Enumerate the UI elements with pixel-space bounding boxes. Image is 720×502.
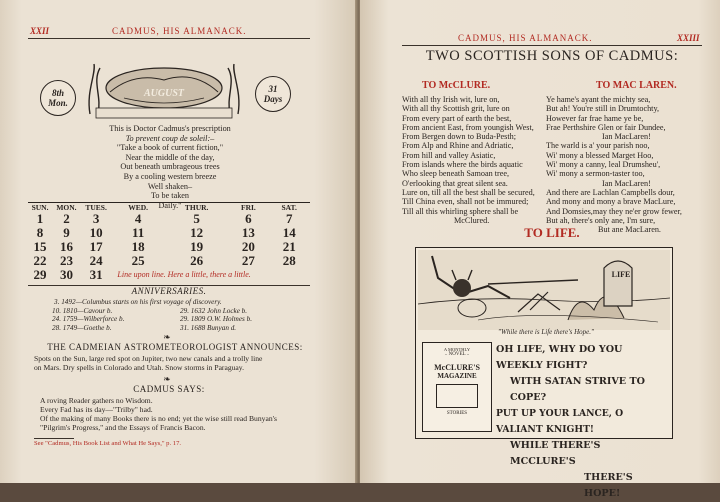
anniversaries-col1 [52, 307, 172, 332]
calendar-day: 14 [282, 225, 296, 240]
calendar-day: 2 [63, 211, 70, 226]
calendar-day: 1 [36, 211, 44, 226]
poem-line: With all thy Irish wit, lure on, [402, 95, 500, 104]
weekday-header: TUES. [81, 203, 112, 213]
prescription-verse [60, 124, 280, 210]
weekday-header: SAT. [268, 203, 310, 213]
right-running-head: CADMUS, HIS ALMANACK. [458, 33, 593, 43]
month-badge-number: 8th [51, 88, 64, 98]
magazine-title: McCLURE'S [434, 363, 480, 372]
to-life-heading: TO LIFE. [524, 225, 580, 240]
verse-line: Well shaken– [147, 181, 193, 191]
month-badge-label: Mon. [48, 98, 68, 108]
calendar-week [28, 268, 310, 282]
magazine-line: A MONTHLY [443, 347, 471, 352]
calendar-day: 8 [36, 225, 44, 240]
scottish-sons-title: TWO SCOTTISH SONS OF CADMUS: [425, 48, 679, 64]
poem-line: From every part of earth the best, [402, 113, 512, 123]
poem-line: The warld is a' your parish noo, [546, 141, 650, 151]
weekday-header: FRI. [228, 203, 268, 213]
calendar-day: 21 [282, 239, 296, 254]
anniversary-item: 10. 1810—Cavour b. [52, 307, 113, 315]
calendar-day: 10 [89, 225, 103, 240]
magazine-title: MAGAZINE [437, 372, 477, 380]
poem-line: Till China even, shall not be immured; [402, 197, 529, 207]
magazine-line: STORIES [446, 411, 468, 416]
magazine-emblem [436, 384, 478, 408]
calendar-day: 6 [245, 211, 252, 226]
hope-verse [496, 342, 668, 502]
calendar-day: 9 [63, 225, 70, 240]
anniversaries-title: ANNIVERSARIES. [131, 286, 207, 296]
poem-line: With all thy Scottish grit, lure on [402, 104, 510, 114]
calendar-day: 27 [241, 253, 255, 268]
fleuron-icon: ❧ [163, 332, 171, 342]
hope-verse-line: WHILE THERE'S MCCLURE'S [510, 440, 601, 467]
month-name: AUGUST [143, 88, 184, 99]
calendar-day: 7 [285, 211, 293, 226]
astro-text [34, 354, 316, 372]
month-badge [40, 80, 76, 116]
calendar-week [28, 240, 310, 254]
hope-verse-line: THERE'S HOPE! [584, 472, 633, 499]
calendar-week [28, 212, 310, 226]
anniversary-item: 24. 1759—Wilberforce b. [52, 315, 125, 324]
poem-line: Who sleep beneath Samoan tree, [402, 169, 510, 179]
poem-line: McClured. [454, 215, 490, 225]
weekday-header: WED. [111, 203, 164, 213]
verse-line: This is Doctor Cadmus's prescription [109, 124, 231, 133]
calendar-day: 18 [131, 239, 145, 254]
poem-line: Frae Perthshire Glen or fair Dundee, [546, 122, 666, 132]
poem-line: From ancient East, from youngish West, [402, 122, 534, 132]
left-running-head: CADMUS, HIS ALMANACK. [112, 26, 247, 36]
poem-line: Ian MacLaren! [602, 132, 651, 142]
footnote: See "Cadmus, His Book List and What He Says," p. 17. [34, 440, 182, 447]
hope-verse-line: PUT UP YOUR LANCE, O VALIANT KNIGHT! [496, 408, 624, 435]
verse-line: Out beneath umbrageous trees [120, 162, 220, 172]
poem-line: Wi' mony a blessed Marget Hoo, [546, 150, 654, 160]
poem-line: O'erlooking that great silent sea. [402, 178, 508, 188]
maclaren-heading: TO MAC LAREN. [596, 80, 677, 91]
verse-line: "Take a book of current fiction," [116, 143, 224, 153]
says-text [40, 396, 322, 432]
anniversary-item: 28. 1749—Goethe b. [52, 323, 112, 332]
magazine-cover [422, 342, 492, 432]
says-line: Every Fad has its day—"Trilby" had. [40, 405, 153, 414]
verse-line: Near the middle of the day, [125, 152, 215, 162]
calendar-day: 31 [89, 267, 103, 282]
calendar-week [28, 226, 310, 240]
fleuron-icon: ❧ [163, 374, 171, 384]
left-folio: XXII [30, 26, 50, 36]
poem-line: And Domsies,may they ne'er grow fewer, [546, 206, 682, 216]
poem-to-maclaren [546, 95, 706, 234]
says-line: A roving Reader gathers no Wisdom. [40, 396, 153, 405]
mcclure-heading: TO McCLURE. [422, 80, 491, 91]
calendar-day: 26 [190, 253, 204, 268]
verse-line: Daily." [158, 200, 182, 210]
says-title: CADMUS SAYS: [133, 384, 205, 394]
days-badge [255, 76, 291, 112]
calendar-day: 25 [131, 253, 145, 268]
days-badge-label: Days [263, 94, 283, 104]
calendar-day: 16 [59, 239, 73, 254]
anniversary-item: 31. 1688 Bunyan d. [180, 323, 237, 332]
poem-line: Wi' mony a sermon-taster too, [546, 169, 645, 179]
poem-line: Ian MacLaren! [602, 178, 651, 188]
anniversaries-col2 [180, 307, 300, 332]
poem-line: From islands where the birds aquatic [402, 160, 523, 170]
calendar-day: 17 [89, 239, 103, 254]
magazine-line: .. NOVEL .. [444, 352, 470, 357]
poem-line: From hill and valley Asiatic, [402, 150, 496, 160]
calendar-motto: Line upon line. Here a little, there a little. [117, 270, 251, 279]
astro-title: THE CADMEIAN ASTROMETEOROLOGIST ANNOUNCES: [47, 342, 303, 352]
calendar-day: 13 [241, 225, 255, 240]
weekday-header: SUN. [28, 203, 52, 213]
left-page [0, 0, 357, 483]
anniversary-item: 29. 1809 O.W. Holmes b. [180, 315, 253, 324]
calendar-day: 30 [59, 267, 73, 282]
poem-line: And mony and mony a brave MacLure, [546, 197, 676, 207]
poem-line: Ye hame's ayant the michty sea, [546, 95, 651, 104]
header-rule [28, 38, 310, 39]
knight-and-devil-drawing [418, 250, 670, 330]
weekday-header: THUR. [165, 203, 229, 213]
anniversary-item: 29. 1632 John Locke b. [180, 307, 248, 315]
calendar-day: 4 [134, 211, 142, 226]
calendar-week [28, 254, 310, 268]
hope-verse-line: OH LIFE, WHY DO YOU WEEKLY FIGHT? [496, 344, 623, 371]
calendar-day: 11 [132, 225, 145, 240]
footnote-rule [34, 438, 74, 439]
verse-line: To prevent coup de soleil:– [125, 133, 215, 143]
calendar-day: 12 [190, 225, 204, 240]
calendar-day: 19 [190, 239, 204, 254]
astro-line: Spots on the Sun, large red spot on Jupiter, two new canals and a trolly line [34, 354, 263, 363]
poem-line: Till all this whirling sphere shall be [402, 206, 519, 216]
astro-line: on Mars. Dry spells in Colorado and Utah. Snow storms in Paraguay. [34, 363, 244, 372]
calendar-day: 24 [89, 253, 103, 268]
calendar-day: 28 [282, 253, 296, 268]
to-life-illustration [415, 247, 673, 499]
poem-line: But ah! You're still in Drumtochty, [546, 104, 660, 114]
anniversary-columbus: 3. 1492—Columbus starts on his first voyage of discovery. [54, 298, 222, 306]
calendar-day: 3 [92, 211, 100, 226]
days-badge-number: 31 [268, 84, 278, 94]
poem-line: And there are Lachlan Campbells dour, [546, 187, 675, 197]
calendar-day: 5 [193, 211, 200, 226]
poem-line: But ah, there's only ane, I'm sure, [546, 215, 656, 225]
calendar-day: 29 [33, 267, 47, 282]
right-header-rule [402, 45, 702, 46]
tomb-label: LIFE [611, 270, 631, 279]
poem-to-mcclure [402, 95, 562, 225]
calendar-day: 22 [33, 253, 47, 268]
says-line: Of the making of many Books there is no end; yet the wise still read Bunyan's [40, 414, 277, 423]
calendar-day: 23 [59, 253, 73, 268]
poem-line: Lure on, till all the best shall be secured, [402, 187, 535, 197]
calendar-day: 15 [33, 239, 47, 254]
august-calendar [28, 202, 310, 282]
right-folio: XXIII [677, 33, 700, 43]
verse-line: To be taken [150, 191, 190, 201]
poem-line: From Bergen down to Buda-Pesth; [402, 132, 517, 142]
hope-verse-line: WITH SATAN STRIVE TO COPE? [510, 376, 645, 403]
calendar-day: 20 [241, 239, 255, 254]
poem-line: But ane MacLaren. [598, 225, 661, 235]
right-page [360, 0, 720, 499]
verse-line: By a cooling western breeze [123, 171, 217, 181]
says-line: "Pilgrim's Progress," and the Essays of Francis Bacon. [40, 423, 206, 432]
poem-line: From Alp and Rhine and Adriatic, [402, 141, 514, 151]
poem-line: However far frae hame ye be, [546, 113, 644, 123]
poem-line: Wi' mony a canny, leal Drumsheu', [546, 160, 661, 170]
illustration-caption: "While there is Life there's Hope." [498, 328, 594, 336]
weekday-header: MON. [52, 203, 81, 213]
